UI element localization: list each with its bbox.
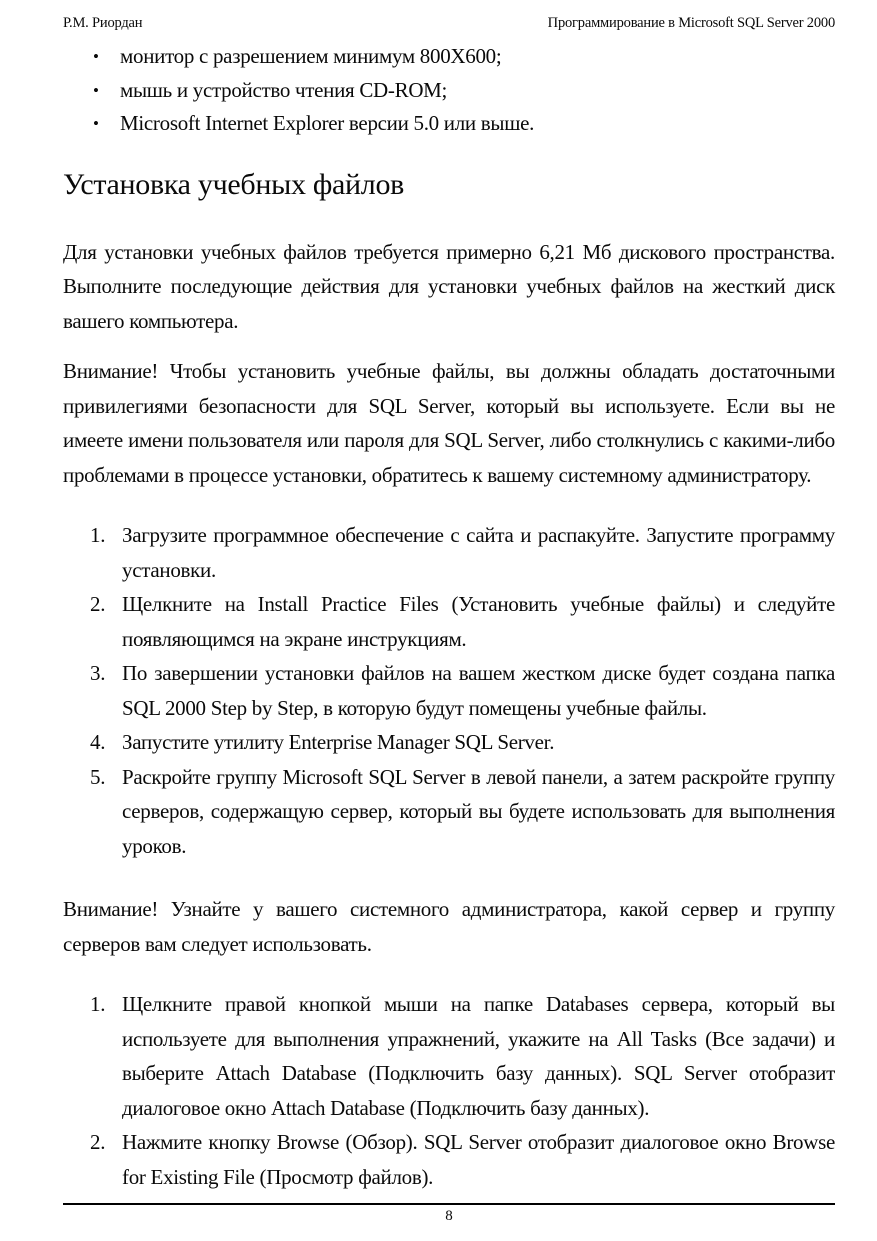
step-number: 5. xyxy=(90,764,106,789)
step-item xyxy=(63,587,835,656)
header-author: Р.М. Риордан xyxy=(63,15,143,31)
step-text: Запустите утилиту Enterprise Manager SQL Server. xyxy=(122,730,555,754)
requirements-list xyxy=(63,40,835,141)
step-number: 3. xyxy=(90,661,106,685)
step-text: Раскройте группу Microsoft SQL Server в левой панели, а затем раскройте группу серверов, содержащую сервер, который вы будете использовать для выполнения уроков. xyxy=(122,764,835,858)
install-steps-list xyxy=(63,518,835,863)
step-number: 1. xyxy=(90,992,106,1016)
header-book-title: Программирование в Microsoft SQL Server 2000 xyxy=(547,15,835,31)
list-item xyxy=(63,107,835,141)
step-text: Загрузите программное обеспечение с сайта и распакуйте. Запустите программу установки. xyxy=(122,523,835,582)
step-text: Щелкните на Install Practice Files (Установить учебные файлы) и следуйте появляющимся на экране инструкциям. xyxy=(122,592,835,651)
bullet-icon: • xyxy=(93,114,99,133)
paragraph-warning-install: Внимание! Чтобы установить учебные файлы, вы должны обладать достаточными привилегиями безопасности для SQL Server, который вы используете. Если вы не имеете имени пользователя или пароля для SQL Server, либо столкнулись с какими-либо проблемами в процессе установки, обратитесь к вашему системному администратору. xyxy=(63,359,835,487)
requirement-text: монитор с разрешением минимум 800X600; xyxy=(120,44,502,68)
step-item xyxy=(63,725,835,760)
step-text: Щелкните правой кнопкой мыши на папке Databases сервера, который вы используете для выполнения упражнений, укажите на All Tasks (Все задачи) и выберите Attach Database (Подключить базу данных). SQL Server отобразит диалоговое окно Attach Database (Подключить базу данных). xyxy=(122,992,835,1120)
step-number: 2. xyxy=(90,1130,106,1154)
requirement-text: Microsoft Internet Explorer версии 5.0 или выше. xyxy=(120,111,535,135)
requirement-text: мышь и устройство чтения CD-ROM; xyxy=(120,77,448,102)
step-number: 4. xyxy=(90,730,106,754)
step-item xyxy=(63,1125,835,1194)
paragraph-warning-server: Внимание! Узнайте у вашего системного администратора, какой сервер и группу серверов вам следует использовать. xyxy=(63,897,835,956)
step-item xyxy=(63,518,835,587)
step-item xyxy=(63,987,835,1125)
step-item xyxy=(63,760,835,864)
attach-steps-list xyxy=(63,987,835,1194)
step-number: 2. xyxy=(90,592,106,616)
step-number: 1. xyxy=(90,523,106,547)
page-number: 8 xyxy=(445,1208,453,1224)
step-item xyxy=(63,656,835,725)
running-header xyxy=(63,14,835,32)
bullet-icon: • xyxy=(93,47,99,66)
list-item xyxy=(63,40,835,74)
list-item xyxy=(63,74,835,108)
page-footer xyxy=(63,1203,835,1225)
section-heading: Установка учебных файлов xyxy=(63,167,405,201)
step-text: По завершении установки файлов на вашем жестком диске будет создана папка SQL 2000 Step by Step, в которую будут помещены учебные файлы. xyxy=(122,661,835,720)
bullet-icon: • xyxy=(93,80,99,100)
paragraph-intro: Для установки учебных файлов требуется примерно 6,21 Мб дискового пространства. Выполните последующие действия для установки учебных файлов на жесткий диск вашего компьютера. xyxy=(63,239,835,333)
step-text: Нажмите кнопку Browse (Обзор). SQL Server отобразит диалоговое окно Browse for Existing File (Просмотр файлов). xyxy=(122,1130,835,1189)
